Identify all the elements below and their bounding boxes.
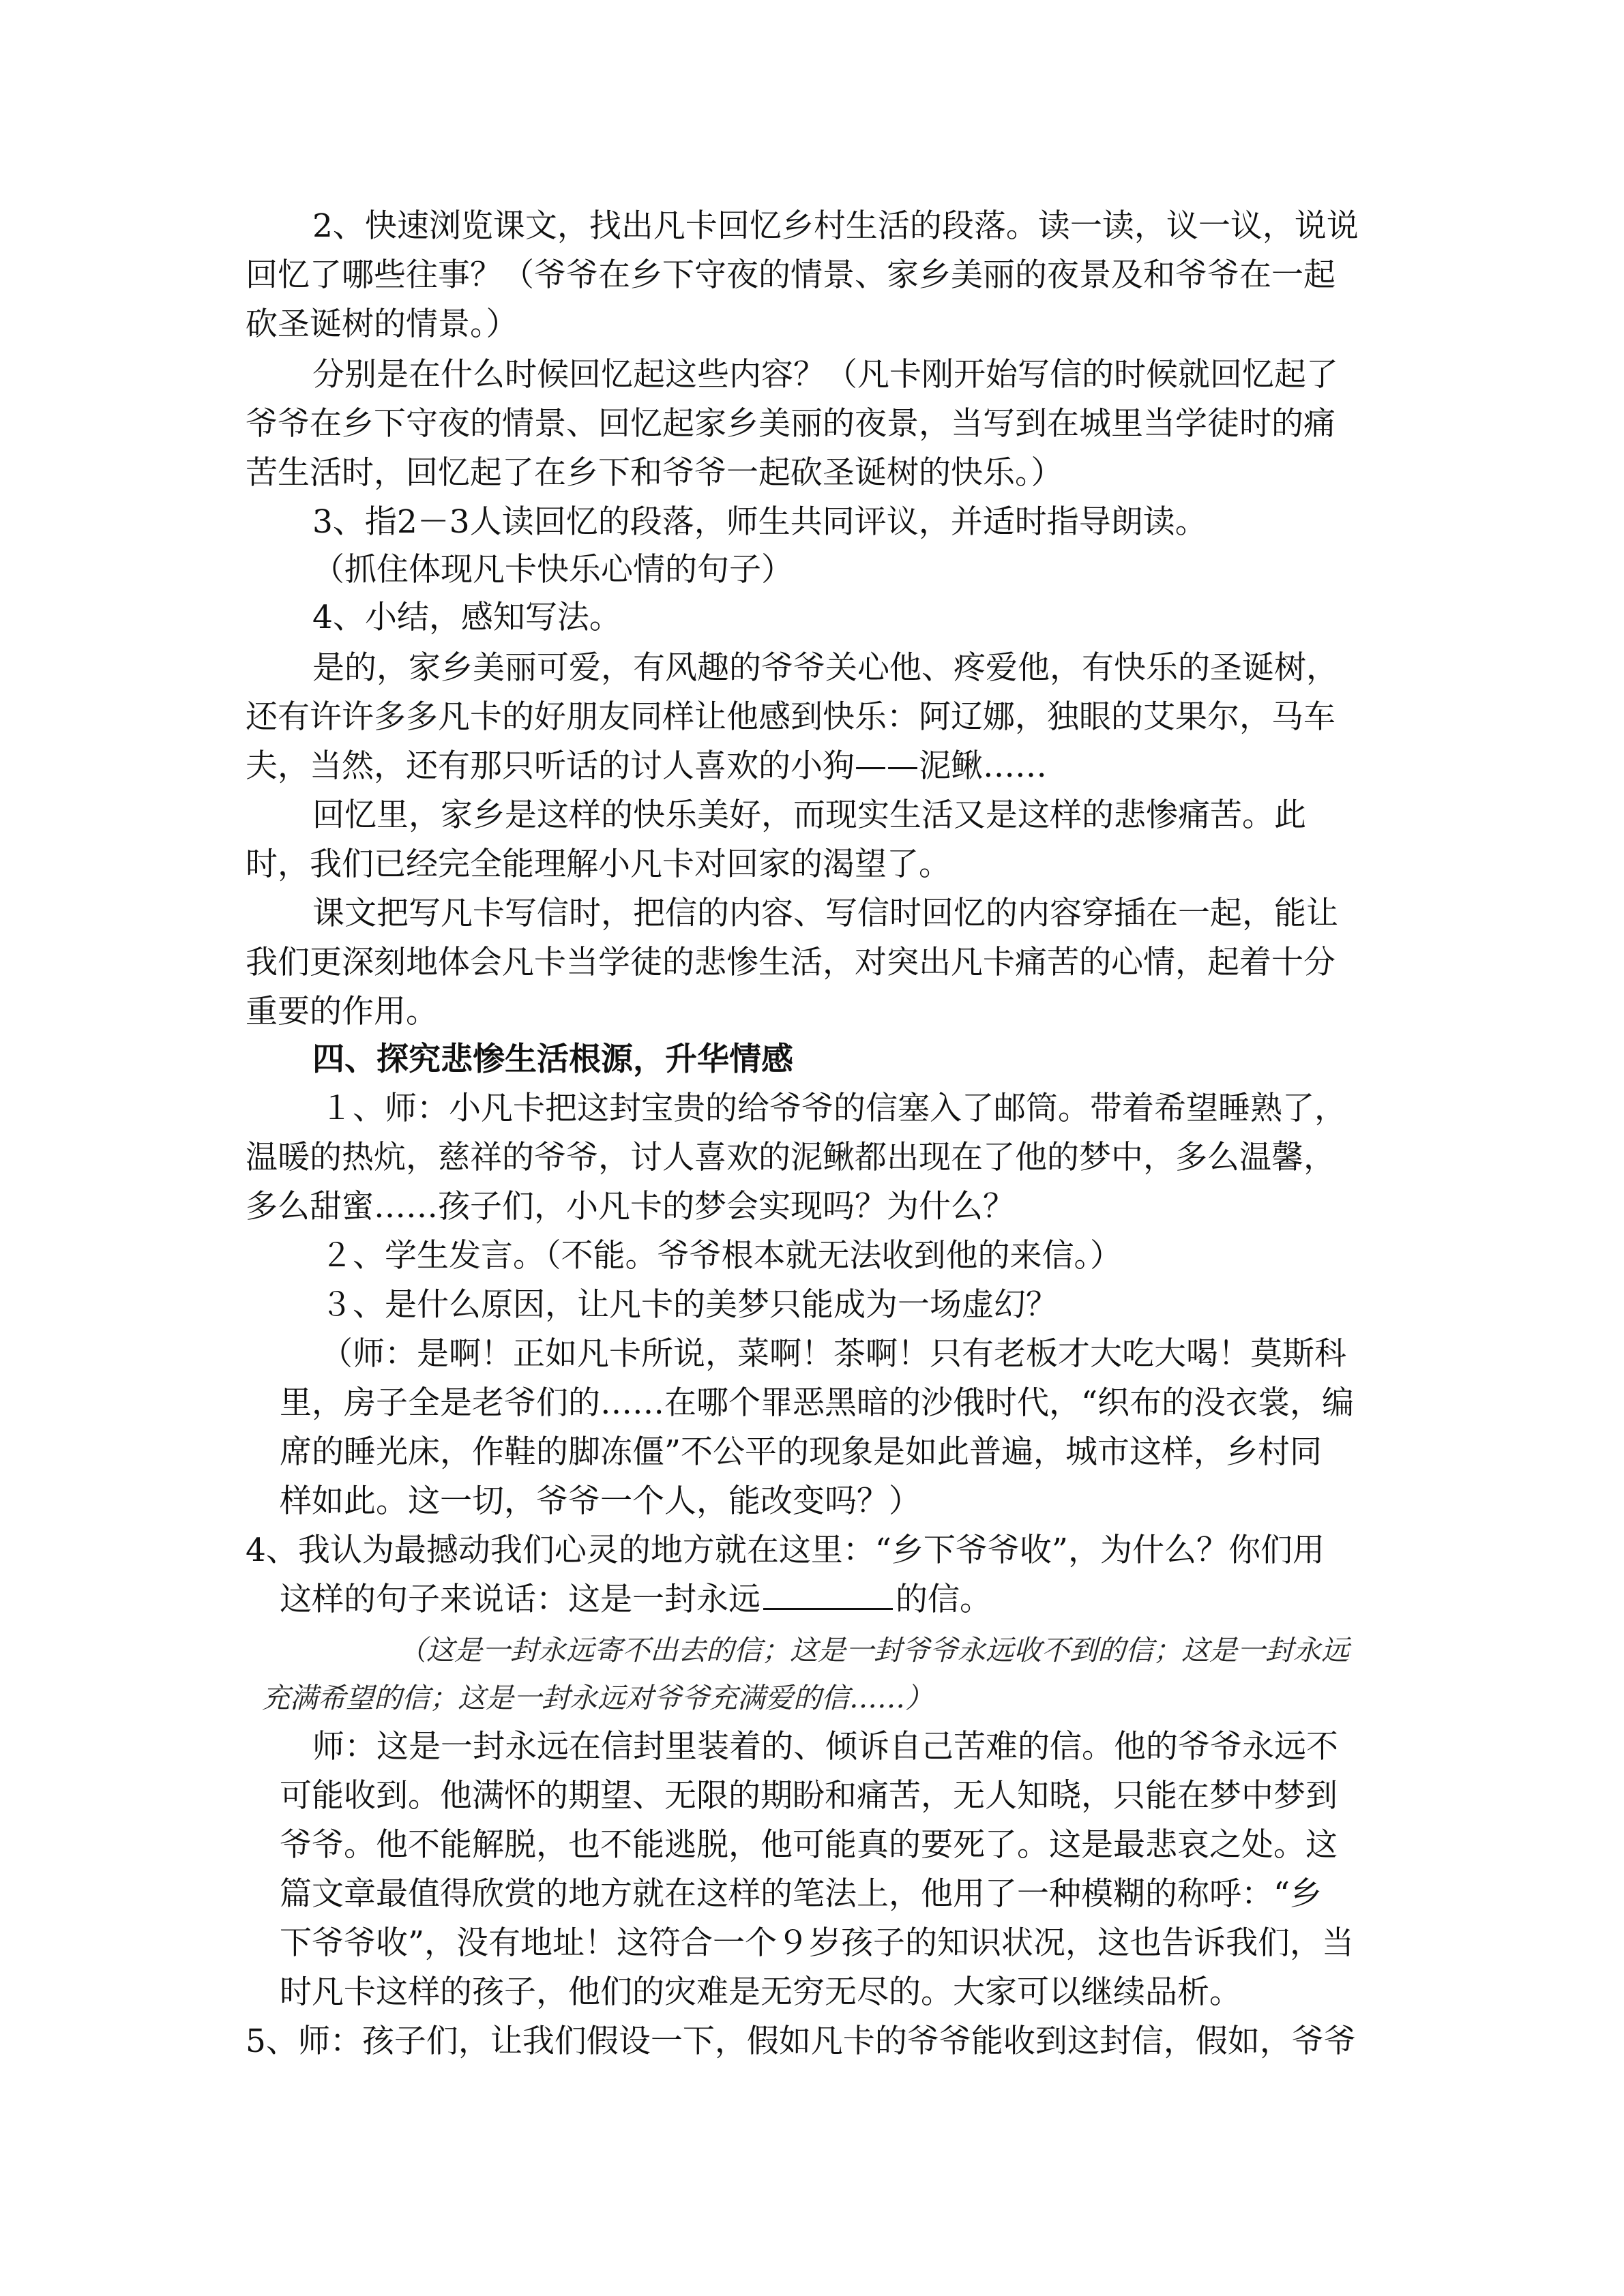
paragraph-line: 是的，家乡美丽可爱，有风趣的爷爷关心他、疼爱他，有快乐的圣诞树，	[312, 649, 1338, 687]
sentence-prompt: 这样的句子来说话：这是一封永远	[280, 1581, 761, 1618]
paragraph-line: 席的睡光床，作鞋的脚冻僵”不公平的现象是如此普遍，城市这样，乡村同	[280, 1433, 1323, 1471]
section-heading: 四、探究悲惨生活根源，升华情感	[312, 1041, 793, 1078]
example-answers-line: （这是一封永远寄不出去的信；这是一封爷爷永远收不到的信；这是一封永远	[398, 1634, 1349, 1667]
paragraph-line: 4、小结，感知写法。	[312, 599, 621, 636]
paragraph-line: 4、我认为最撼动我们心灵的地方就在这里：“乡下爷爷收”，为什么？你们用	[246, 1532, 1325, 1569]
paragraph-line: 篇文章最值得欣赏的地方就在这样的笔法上，他用了一种模糊的称呼：“乡	[280, 1875, 1323, 1913]
paragraph-line: １、师：小凡卡把这封宝贵的给爷爷的信塞入了邮筒。带着希望睡熟了，	[321, 1090, 1346, 1127]
paragraph-line: 下爷爷收”，没有地址！这符合一个９岁孩子的知识状况，这也告诉我们，当	[280, 1924, 1355, 1962]
paragraph-line: 里，房子全是老爷们的……在哪个罪恶黑暗的沙俄时代，“织布的没衣裳，编	[280, 1384, 1355, 1422]
paragraph-line: 分别是在什么时候回忆起这些内容？（凡卡刚开始写信的时候就回忆起了	[312, 356, 1338, 393]
paragraph-line: 夫，当然，还有那只听话的讨人喜欢的小狗——泥鳅……	[246, 747, 1047, 785]
paragraph-line: 砍圣诞树的情景。）	[246, 305, 518, 343]
paragraph-line: 3、指2－3人读回忆的段落，师生共同评议，并适时指导朗读。	[312, 503, 1207, 541]
paragraph-line: （师：是啊！正如凡卡所说，菜啊！茶啊！只有老板才大吃大喝！莫斯科	[321, 1335, 1346, 1373]
paragraph-line: ２、学生发言。（不能。爷爷根本就无法收到他的来信。）	[321, 1237, 1122, 1274]
paragraph-line: 样如此。这一切，爷爷一个人，能改变吗？）	[280, 1482, 921, 1520]
paragraph-line: 爷爷。他不能解脱，也不能逃脱，他可能真的要死了。这是最悲哀之处。这	[280, 1826, 1338, 1864]
paragraph-line: 2、快速浏览课文，找出凡卡回忆乡村生活的段落。读一读，议一议，说说	[312, 207, 1359, 245]
fill-in-blank	[763, 1582, 893, 1610]
paragraph-line: （抓住体现凡卡快乐心情的句子）	[312, 551, 793, 588]
paragraph-line: 重要的作用。	[246, 993, 438, 1030]
paragraph-line: 多么甜蜜……孩子们，小凡卡的梦会实现吗？为什么？	[246, 1188, 1015, 1225]
paragraph-line: 5、师：孩子们，让我们假设一下，假如凡卡的爷爷能收到这封信，假如，爷爷	[246, 2023, 1356, 2060]
paragraph-line: 时，我们已经完全能理解小凡卡对回家的渴望了。	[246, 846, 951, 883]
paragraph-line: 时凡卡这样的孩子，他们的灾难是无穷无尽的。大家可以继续品析。	[280, 1973, 1241, 2011]
paragraph-line: ３、是什么原因，让凡卡的美梦只能成为一场虚幻？	[321, 1286, 1058, 1324]
paragraph-line: 回忆了哪些往事？（爷爷在乡下守夜的情景、家乡美丽的夜景及和爷爷在一起	[246, 256, 1335, 294]
example-answers-line: 充满希望的信；这是一封永远对爷爷充满爱的信……）	[262, 1682, 933, 1714]
paragraph-line: 爷爷在乡下守夜的情景、回忆起家乡美丽的夜景，当写到在城里当学徒时的痛	[246, 405, 1335, 443]
paragraph-line: 可能收到。他满怀的期望、无限的期盼和痛苦，无人知晓，只能在梦中梦到	[280, 1777, 1338, 1815]
paragraph-line: 回忆里，家乡是这样的快乐美好，而现实生活又是这样的悲惨痛苦。此	[312, 796, 1306, 834]
paragraph-line: 苦生活时，回忆起了在乡下和爷爷一起砍圣诞树的快乐。）	[246, 454, 1063, 492]
paragraph-line: 课文把写凡卡写信时，把信的内容、写信时回忆的内容穿插在一起，能让	[312, 895, 1338, 932]
paragraph-line: 还有许许多多凡卡的好朋友同样让他感到快乐：阿辽娜，独眼的艾果尔，马车	[246, 698, 1335, 736]
paragraph-line: 师：这是一封永远在信封里装着的、倾诉自己苦难的信。他的爷爷永远不	[312, 1728, 1338, 1765]
paragraph-line: 我们更深刻地体会凡卡当学徒的悲惨生活，对突出凡卡痛苦的心情，起着十分	[246, 944, 1335, 981]
paragraph-line	[280, 1575, 1378, 1624]
sentence-prompt-end: 的信。	[896, 1581, 992, 1618]
paragraph-line: 温暖的热炕，慈祥的爷爷，讨人喜欢的泥鳅都出现在了他的梦中，多么温馨，	[246, 1139, 1335, 1176]
